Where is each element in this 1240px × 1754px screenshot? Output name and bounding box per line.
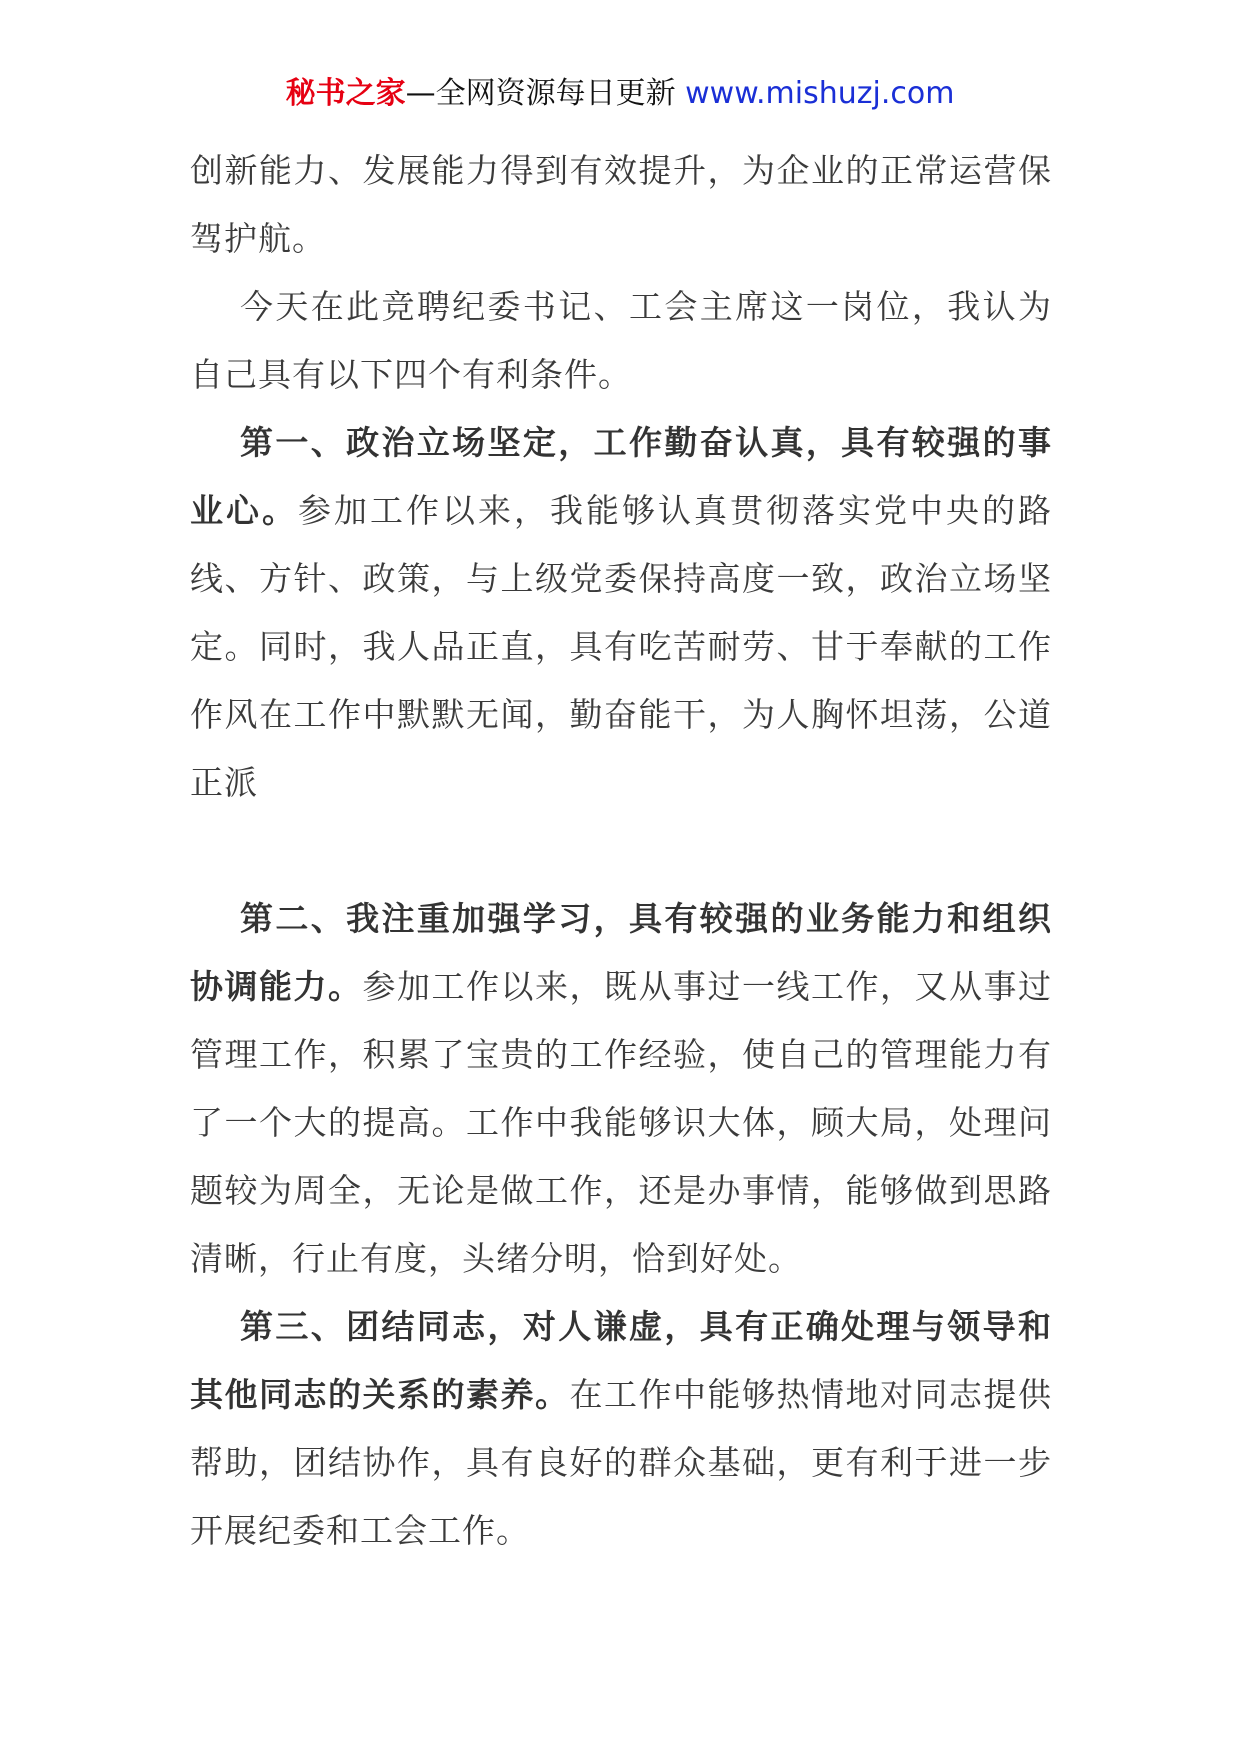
document-body	[190, 137, 1052, 1565]
paragraph-point-one	[190, 409, 1052, 817]
site-brand: 秘书之家	[285, 76, 406, 111]
paragraph-intro	[190, 273, 1052, 409]
site-tagline: —全网资源每日更新	[405, 76, 676, 111]
paragraph-lead: 第二、我注重加强学习，具有较强的业务能力和组织协调能力。	[190, 899, 1052, 1006]
paragraph-point-three	[190, 1293, 1052, 1565]
paragraph-point-two	[190, 885, 1052, 1293]
paragraph-lead: 第一、政治立场坚定，工作勤奋认真，具有较强的事业心。	[190, 423, 1052, 530]
paragraph-text: 在工作中能够热情地对同志提供帮助，团结协作，具有良好的群众基础，更有利于进一步开展纪委和工会工作。	[190, 1375, 1052, 1550]
paragraph-text: 参加工作以来，我能够认真贯彻落实党中央的路线、方针、政策，与上级党委保持高度一致，政治立场坚定。同时，我人品正直，具有吃苦耐劳、甘于奉献的工作作风在工作中默默无闻，勤奋能干，为人胸怀坦荡，公道正派	[190, 491, 1052, 802]
paragraph-lead: 第三、团结同志，对人谦虚，具有正确处理与领导和其他同志的关系的素养。	[190, 1307, 1052, 1414]
paragraph-text: 参加工作以来，既从事过一线工作，又从事过管理工作，积累了宝贵的工作经验，使自己的管理能力有了一个大的提高。工作中我能够识大体，顾大局，处理问题较为周全，无论是做工作，还是办事情，能够做到思路清晰，行止有度，头绪分明，恰到好处。	[190, 967, 1052, 1278]
paragraph-text: 创新能力、发展能力得到有效提升，为企业的正常运营保驾护航。	[190, 151, 1052, 258]
site-url-link[interactable]: www.mishuzj.com	[685, 76, 955, 111]
page-header	[0, 72, 1240, 116]
paragraph-continuation	[190, 137, 1052, 273]
paragraph-text: 今天在此竞聘纪委书记、工会主席这一岗位，我认为自己具有以下四个有利条件。	[190, 287, 1052, 394]
